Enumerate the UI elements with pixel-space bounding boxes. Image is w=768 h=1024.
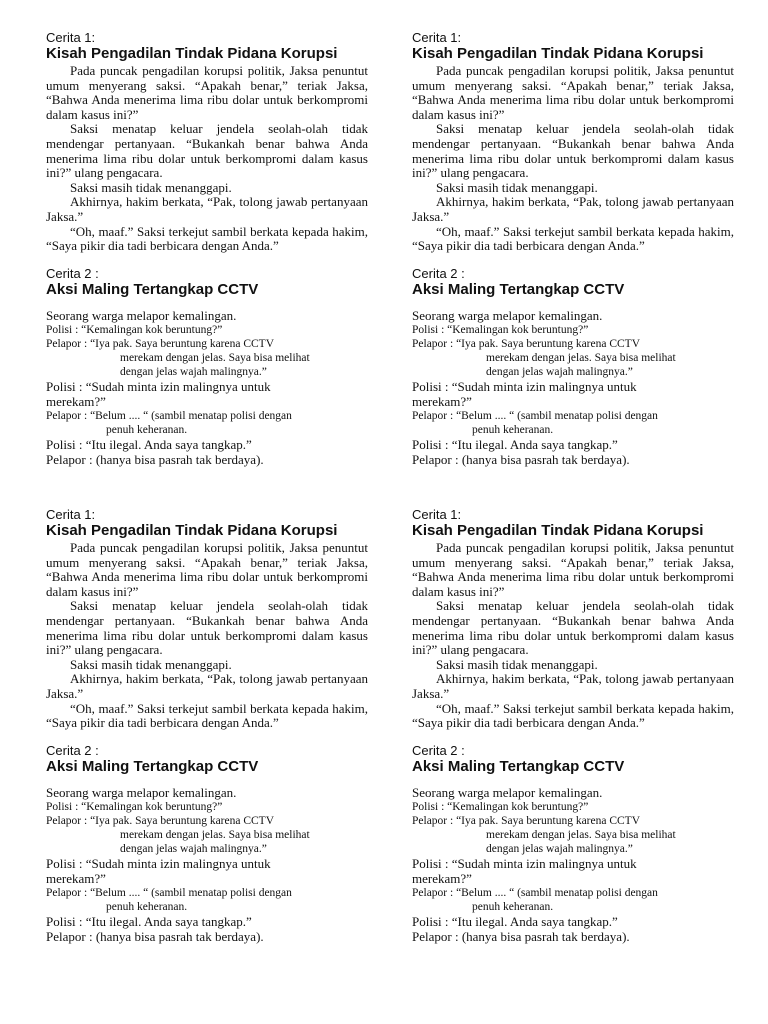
- story1-title: Kisah Pengadilan Tindak Pidana Korupsi: [46, 45, 338, 62]
- dialogue-line: penuh keheranan.: [472, 900, 554, 913]
- story1-paragraph: Saksi menatap keluar jendela seolah-olah tidak mendengar pertanyaan. “Bukankah benar bahwa Anda menerima lima ribu dolar untuk berkompromi dalam kasus ini?” ulang pengacara.: [412, 121, 734, 181]
- dialogue-line: Pelapor : “Iya pak. Saya beruntung karena CCTV: [412, 814, 641, 827]
- story1-paragraph: “Oh, maaf.” Saksi terkejut sambil berkata kepada hakim, “Saya pikir dia tadi berbicara dengan Anda.”: [46, 223, 368, 254]
- story2-label: Cerita 2 :: [412, 265, 465, 281]
- dialogue-line: Polisi : “Sudah minta izin malingnya untuk: [412, 855, 637, 871]
- story1-label: Cerita 1:: [412, 30, 462, 45]
- story-panel-top-right: [412, 30, 734, 467]
- story1-paragraph: Pada puncak pengadilan korupsi politik, Jaksa penuntut umum menyerang saksi. “Apakah benar,” teriak Jaksa, “Bahwa Anda menerima lima ribu dolar untuk berkompromi dalam kasus ini?”: [412, 63, 734, 122]
- story1-paragraph: Saksi masih tidak menanggapi.: [70, 656, 232, 672]
- story1-paragraph: Pada puncak pengadilan korupsi politik, Jaksa penuntut umum menyerang saksi. “Apakah benar,” teriak Jaksa, “Bahwa Anda menerima lima ribu dolar untuk berkompromi dalam kasus ini?”: [46, 540, 368, 599]
- story2-intro: Seorang warga melapor kemalingan.: [46, 307, 237, 323]
- story2-intro: Seorang warga melapor kemalingan.: [412, 307, 603, 323]
- story2-body: [46, 308, 368, 467]
- dialogue-line: Polisi : “Itu ilegal. Anda saya tangkap.”: [412, 913, 618, 929]
- story1-title: Kisah Pengadilan Tindak Pidana Korupsi: [46, 522, 338, 539]
- dialogue-line: penuh keheranan.: [106, 423, 188, 436]
- dialogue-line: Pelapor : “Belum .... “ (sambil menatap polisi dengan: [46, 886, 292, 899]
- story1-paragraph: “Oh, maaf.” Saksi terkejut sambil berkata kepada hakim, “Saya pikir dia tadi berbicara dengan Anda.”: [412, 223, 734, 254]
- story-panel-bottom-right: [412, 507, 734, 944]
- story2-body: [46, 785, 368, 944]
- dialogue-line: Polisi : “Kemalingan kok beruntung?”: [412, 800, 589, 813]
- story1-body: [46, 64, 368, 254]
- story2-title: Aksi Maling Tertangkap CCTV: [46, 280, 259, 298]
- story2-label: Cerita 2 :: [46, 742, 99, 758]
- story1-header: [412, 30, 734, 62]
- story1-header: [46, 507, 368, 539]
- dialogue-line: Polisi : “Itu ilegal. Anda saya tangkap.”: [46, 913, 252, 929]
- story2-intro: Seorang warga melapor kemalingan.: [46, 784, 237, 800]
- dialogue-line: merekam dengan jelas. Saya bisa melihat: [120, 828, 310, 841]
- story1-paragraph: Akhirnya, hakim berkata, “Pak, tolong jawab pertanyaan Jaksa.”: [46, 671, 368, 701]
- dialogue-line: penuh keheranan.: [472, 423, 554, 436]
- story2-label: Cerita 2 :: [412, 742, 465, 758]
- story1-paragraph: Akhirnya, hakim berkata, “Pak, tolong jawab pertanyaan Jaksa.”: [412, 671, 734, 701]
- dialogue-line: Polisi : “Sudah minta izin malingnya untuk: [412, 378, 637, 394]
- dialogue-line: Pelapor : (hanya bisa pasrah tak berdaya).: [412, 451, 630, 467]
- dialogue-line: dengan jelas wajah malingnya.”: [486, 842, 633, 855]
- story2-header: [412, 266, 734, 298]
- dialogue-line: Polisi : “Kemalingan kok beruntung?”: [412, 323, 589, 336]
- dialogue-line: merekam dengan jelas. Saya bisa melihat: [486, 351, 676, 364]
- dialogue-line: merekam dengan jelas. Saya bisa melihat: [120, 351, 310, 364]
- story1-paragraph: Saksi menatap keluar jendela seolah-olah tidak mendengar pertanyaan. “Bukankah benar bahwa Anda menerima lima ribu dolar untuk berkompromi dalam kasus ini?” ulang pengacara.: [46, 121, 368, 181]
- story1-paragraph: Saksi masih tidak menanggapi.: [70, 179, 232, 195]
- dialogue-line: Pelapor : “Belum .... “ (sambil menatap polisi dengan: [412, 886, 658, 899]
- dialogue-line: Pelapor : “Belum .... “ (sambil menatap polisi dengan: [412, 409, 658, 422]
- story2-body: [412, 308, 734, 467]
- story2-title: Aksi Maling Tertangkap CCTV: [412, 280, 625, 298]
- story2-label: Cerita 2 :: [46, 265, 99, 281]
- dialogue-line: Pelapor : (hanya bisa pasrah tak berdaya).: [46, 451, 264, 467]
- story1-label: Cerita 1:: [412, 507, 462, 522]
- dialogue-line: Pelapor : “Iya pak. Saya beruntung karena CCTV: [46, 814, 275, 827]
- dialogue-line: Pelapor : (hanya bisa pasrah tak berdaya).: [412, 928, 630, 944]
- dialogue-line: Pelapor : “Belum .... “ (sambil menatap polisi dengan: [46, 409, 292, 422]
- story1-paragraph: Saksi menatap keluar jendela seolah-olah tidak mendengar pertanyaan. “Bukankah benar bahwa Anda menerima lima ribu dolar untuk berkompromi dalam kasus ini?” ulang pengacara.: [46, 598, 368, 658]
- dialogue-line: merekam?”: [46, 870, 106, 886]
- story1-body: [46, 541, 368, 731]
- dialogue-line: merekam dengan jelas. Saya bisa melihat: [486, 828, 676, 841]
- dialogue-line: Polisi : “Sudah minta izin malingnya untuk: [46, 855, 271, 871]
- story1-paragraph: Pada puncak pengadilan korupsi politik, Jaksa penuntut umum menyerang saksi. “Apakah benar,” teriak Jaksa, “Bahwa Anda menerima lima ribu dolar untuk berkompromi dalam kasus ini?”: [412, 540, 734, 599]
- story1-paragraph: Pada puncak pengadilan korupsi politik, Jaksa penuntut umum menyerang saksi. “Apakah benar,” teriak Jaksa, “Bahwa Anda menerima lima ribu dolar untuk berkompromi dalam kasus ini?”: [46, 63, 368, 122]
- story-panel-top-left: [46, 30, 368, 467]
- story1-paragraph: Saksi masih tidak menanggapi.: [436, 656, 598, 672]
- story2-title: Aksi Maling Tertangkap CCTV: [412, 757, 625, 775]
- story1-title: Kisah Pengadilan Tindak Pidana Korupsi: [412, 45, 704, 62]
- dialogue-line: Polisi : “Kemalingan kok beruntung?”: [46, 800, 223, 813]
- story1-paragraph: Saksi masih tidak menanggapi.: [436, 179, 598, 195]
- story1-body: [412, 64, 734, 254]
- story2-header: [46, 266, 368, 298]
- story1-paragraph: Saksi menatap keluar jendela seolah-olah tidak mendengar pertanyaan. “Bukankah benar bahwa Anda menerima lima ribu dolar untuk berkompromi dalam kasus ini?” ulang pengacara.: [412, 598, 734, 658]
- story1-title: Kisah Pengadilan Tindak Pidana Korupsi: [412, 522, 704, 539]
- story1-header: [412, 507, 734, 539]
- story1-label: Cerita 1:: [46, 507, 96, 522]
- dialogue-line: Pelapor : (hanya bisa pasrah tak berdaya).: [46, 928, 264, 944]
- story1-header: [46, 30, 368, 62]
- story1-paragraph: “Oh, maaf.” Saksi terkejut sambil berkata kepada hakim, “Saya pikir dia tadi berbicara dengan Anda.”: [46, 700, 368, 731]
- dialogue-line: dengan jelas wajah malingnya.”: [120, 365, 267, 378]
- dialogue-line: merekam?”: [412, 870, 472, 886]
- story1-paragraph: Akhirnya, hakim berkata, “Pak, tolong jawab pertanyaan Jaksa.”: [412, 194, 734, 224]
- dialogue-line: dengan jelas wajah malingnya.”: [120, 842, 267, 855]
- dialogue-line: Polisi : “Itu ilegal. Anda saya tangkap.”: [46, 436, 252, 452]
- story2-body: [412, 785, 734, 944]
- dialogue-line: merekam?”: [412, 393, 472, 409]
- dialogue-line: penuh keheranan.: [106, 900, 188, 913]
- story1-paragraph: “Oh, maaf.” Saksi terkejut sambil berkata kepada hakim, “Saya pikir dia tadi berbicara dengan Anda.”: [412, 700, 734, 731]
- dialogue-line: Pelapor : “Iya pak. Saya beruntung karena CCTV: [412, 337, 641, 350]
- dialogue-line: dengan jelas wajah malingnya.”: [486, 365, 633, 378]
- story2-header: [412, 743, 734, 775]
- dialogue-line: Pelapor : “Iya pak. Saya beruntung karena CCTV: [46, 337, 275, 350]
- dialogue-line: Polisi : “Kemalingan kok beruntung?”: [46, 323, 223, 336]
- story2-header: [46, 743, 368, 775]
- story1-label: Cerita 1:: [46, 30, 96, 45]
- story-panel-bottom-left: [46, 507, 368, 944]
- dialogue-line: Polisi : “Itu ilegal. Anda saya tangkap.”: [412, 436, 618, 452]
- story2-title: Aksi Maling Tertangkap CCTV: [46, 757, 259, 775]
- story1-body: [412, 541, 734, 731]
- story2-intro: Seorang warga melapor kemalingan.: [412, 784, 603, 800]
- dialogue-line: merekam?”: [46, 393, 106, 409]
- dialogue-line: Polisi : “Sudah minta izin malingnya untuk: [46, 378, 271, 394]
- story1-paragraph: Akhirnya, hakim berkata, “Pak, tolong jawab pertanyaan Jaksa.”: [46, 194, 368, 224]
